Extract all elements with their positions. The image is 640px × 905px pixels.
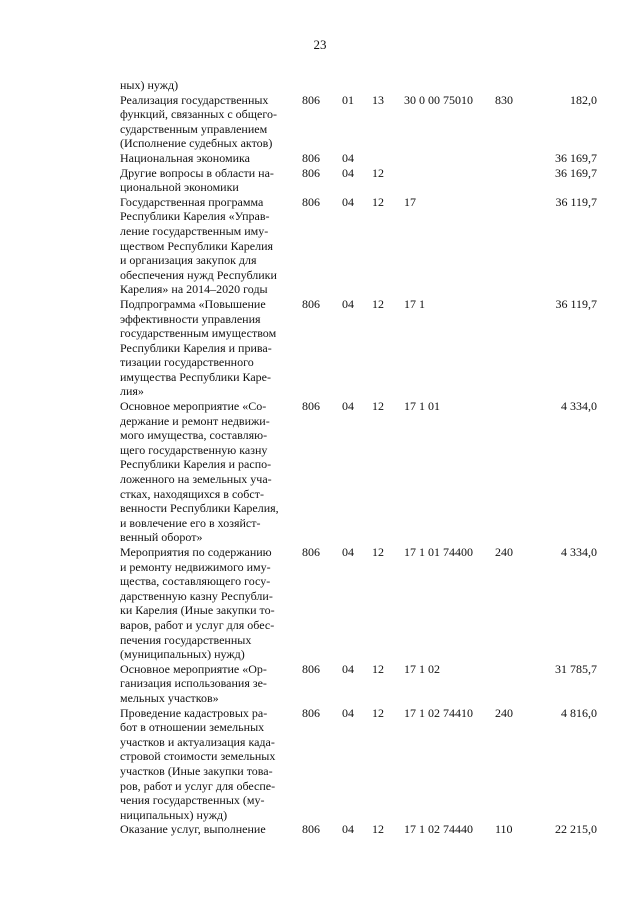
row-description bbox=[120, 399, 295, 545]
cell-glava: 806 bbox=[302, 545, 320, 559]
description-line: Мероприятия по содержанию bbox=[120, 545, 272, 559]
cell-razdel: 04 bbox=[342, 296, 354, 311]
row-description bbox=[120, 166, 295, 195]
cell-glava: 806 bbox=[302, 194, 320, 209]
cell-target-code: 17 1 02 bbox=[404, 661, 440, 676]
cell-razdel: 04 bbox=[342, 165, 354, 180]
cell-target-code: 17 1 01 74400 bbox=[404, 545, 473, 559]
description-line: Другие вопросы в области на- bbox=[120, 165, 274, 180]
table-row bbox=[0, 662, 640, 706]
cell-expense-type: 830 bbox=[495, 92, 513, 107]
cell-sum: 182,0 bbox=[570, 92, 597, 107]
cell-sum: 36 119,7 bbox=[555, 296, 597, 311]
description-line: дарственную казну Республи- bbox=[120, 588, 273, 603]
description-line: циональной экономики bbox=[120, 180, 239, 195]
cell-expense-type: 110 bbox=[495, 822, 513, 837]
description-line: участков (Иные закупки това- bbox=[120, 763, 273, 778]
row-description bbox=[120, 297, 295, 399]
cell-sum: 36 119,7 bbox=[555, 194, 597, 209]
cell-sum: 4 816,0 bbox=[561, 705, 597, 720]
row-description bbox=[120, 706, 295, 823]
cell-podrazdel: 12 bbox=[372, 705, 384, 720]
cell-sum: 4 334,0 bbox=[561, 545, 597, 559]
budget-table bbox=[0, 78, 640, 837]
row-description bbox=[120, 545, 295, 662]
description-line: Государственная программа bbox=[120, 194, 264, 209]
cell-target-code: 17 1 01 bbox=[404, 399, 440, 414]
description-line: Реализация государственных bbox=[120, 92, 269, 107]
cell-podrazdel: 12 bbox=[372, 194, 384, 209]
description-line: Карелия» на 2014–2020 годы bbox=[120, 282, 268, 297]
description-line: ки Карелия (Иные закупки то- bbox=[120, 603, 275, 618]
description-line: Оказание услуг, выполнение bbox=[120, 822, 266, 837]
cell-sum: 36 169,7 bbox=[555, 165, 597, 180]
table-row bbox=[0, 166, 640, 195]
cell-glava: 806 bbox=[302, 150, 320, 165]
description-line: Подпрограмма «Повышение bbox=[120, 296, 266, 311]
description-line: Республики Карелия и распо- bbox=[120, 457, 272, 472]
table-row bbox=[0, 297, 640, 399]
row-description bbox=[120, 93, 295, 151]
description-line: сударственным управлением bbox=[120, 121, 268, 136]
cell-glava: 806 bbox=[302, 165, 320, 180]
description-line: ложенного на земельных уча- bbox=[120, 472, 272, 487]
description-line: эффективности управления bbox=[120, 311, 261, 326]
cell-razdel: 04 bbox=[342, 822, 354, 837]
description-line: функций, связанных с общего- bbox=[120, 107, 277, 122]
cell-glava: 806 bbox=[302, 92, 320, 107]
description-line: государственным имуществом bbox=[120, 326, 277, 341]
row-description bbox=[120, 151, 295, 166]
description-line: ществом Республики Карелия bbox=[120, 238, 274, 253]
cell-sum: 22 215,0 bbox=[555, 822, 597, 837]
cell-expense-type: 240 bbox=[495, 705, 513, 720]
description-line: держание и ремонт недвижи- bbox=[120, 413, 270, 428]
description-line: участков и актуализация када- bbox=[120, 734, 275, 749]
cell-glava: 806 bbox=[302, 661, 320, 676]
description-line: и организация закупок для bbox=[120, 253, 257, 268]
cell-target-code: 17 bbox=[404, 194, 416, 209]
table-row bbox=[0, 78, 640, 93]
cell-sum: 4 334,0 bbox=[561, 399, 597, 414]
cell-target-code: 17 1 bbox=[404, 296, 425, 311]
description-line: (Исполнение судебных актов) bbox=[120, 136, 273, 151]
description-line: венности Республики Карелия, bbox=[120, 501, 279, 516]
description-line: (муниципальных) нужд) bbox=[120, 647, 245, 662]
cell-sum: 36 169,7 bbox=[555, 150, 597, 165]
cell-razdel: 01 bbox=[342, 92, 354, 107]
description-line: Национальная экономика bbox=[120, 150, 250, 165]
description-line: стровой стоимости земельных bbox=[120, 749, 276, 764]
description-line: Основное мероприятие «Со- bbox=[120, 399, 267, 414]
description-line: печения государственных bbox=[120, 632, 252, 647]
page-number: 23 bbox=[313, 37, 327, 52]
cell-podrazdel: 12 bbox=[372, 661, 384, 676]
cell-razdel: 04 bbox=[342, 705, 354, 720]
description-line: и ремонту недвижимого иму- bbox=[120, 559, 271, 574]
cell-glava: 806 bbox=[302, 296, 320, 311]
description-line: ров, работ и услуг для обеспе- bbox=[120, 778, 276, 793]
cell-razdel: 04 bbox=[342, 194, 354, 209]
row-description bbox=[120, 195, 295, 297]
description-line: и вовлечение его в хозяйст- bbox=[120, 515, 261, 530]
cell-razdel: 04 bbox=[342, 545, 354, 559]
cell-razdel: 04 bbox=[342, 150, 354, 165]
table-row bbox=[0, 151, 640, 166]
table-row bbox=[0, 195, 640, 297]
row-description bbox=[120, 662, 295, 706]
table-row bbox=[0, 399, 640, 545]
description-line: ных) нужд) bbox=[120, 78, 179, 92]
table-row bbox=[0, 822, 640, 837]
description-line: щего государственную казну bbox=[120, 442, 268, 457]
cell-podrazdel: 12 bbox=[372, 822, 384, 837]
cell-glava: 806 bbox=[302, 399, 320, 414]
row-description bbox=[120, 78, 295, 93]
cell-podrazdel: 12 bbox=[372, 399, 384, 414]
description-line: тизации государственного bbox=[120, 355, 254, 370]
description-line: Проведение кадастровых ра- bbox=[120, 705, 268, 720]
description-line: стках, находящихся в собст- bbox=[120, 486, 264, 501]
cell-podrazdel: 13 bbox=[372, 92, 384, 107]
cell-glava: 806 bbox=[302, 822, 320, 837]
description-line: Основное мероприятие «Ор- bbox=[120, 661, 267, 676]
description-line: имущества Республики Каре- bbox=[120, 369, 271, 384]
description-line: ниципальных) нужд) bbox=[120, 807, 228, 822]
description-line: мельных участков» bbox=[120, 690, 219, 705]
cell-expense-type: 240 bbox=[495, 545, 513, 559]
cell-podrazdel: 12 bbox=[372, 165, 384, 180]
cell-razdel: 04 bbox=[342, 661, 354, 676]
cell-sum: 31 785,7 bbox=[555, 661, 597, 676]
description-line: венный оборот» bbox=[120, 530, 203, 545]
description-line: ление государственным иму- bbox=[120, 223, 269, 238]
cell-glava: 806 bbox=[302, 705, 320, 720]
description-line: мого имущества, составляю- bbox=[120, 428, 268, 443]
cell-target-code: 17 1 02 74410 bbox=[404, 705, 473, 720]
cell-target-code: 17 1 02 74440 bbox=[404, 822, 473, 837]
description-line: Республики Карелия «Управ- bbox=[120, 209, 270, 224]
row-description bbox=[120, 822, 295, 837]
cell-podrazdel: 12 bbox=[372, 296, 384, 311]
description-line: обеспечения нужд Республики bbox=[120, 267, 277, 282]
description-line: варов, работ и услуг для обес- bbox=[120, 617, 275, 632]
description-line: чения государственных (му- bbox=[120, 793, 265, 808]
description-line: лия» bbox=[120, 384, 144, 399]
description-line: ганизация использования зе- bbox=[120, 676, 267, 691]
description-line: щества, составляющего госу- bbox=[120, 574, 271, 589]
description-line: Республики Карелия и прива- bbox=[120, 340, 272, 355]
table-row bbox=[0, 93, 640, 151]
cell-podrazdel: 12 bbox=[372, 545, 384, 559]
cell-target-code: 30 0 00 75010 bbox=[404, 92, 473, 107]
description-line: бот в отношении земельных bbox=[120, 720, 265, 735]
cell-razdel: 04 bbox=[342, 399, 354, 414]
table-row bbox=[0, 706, 640, 823]
table-row bbox=[0, 545, 640, 662]
